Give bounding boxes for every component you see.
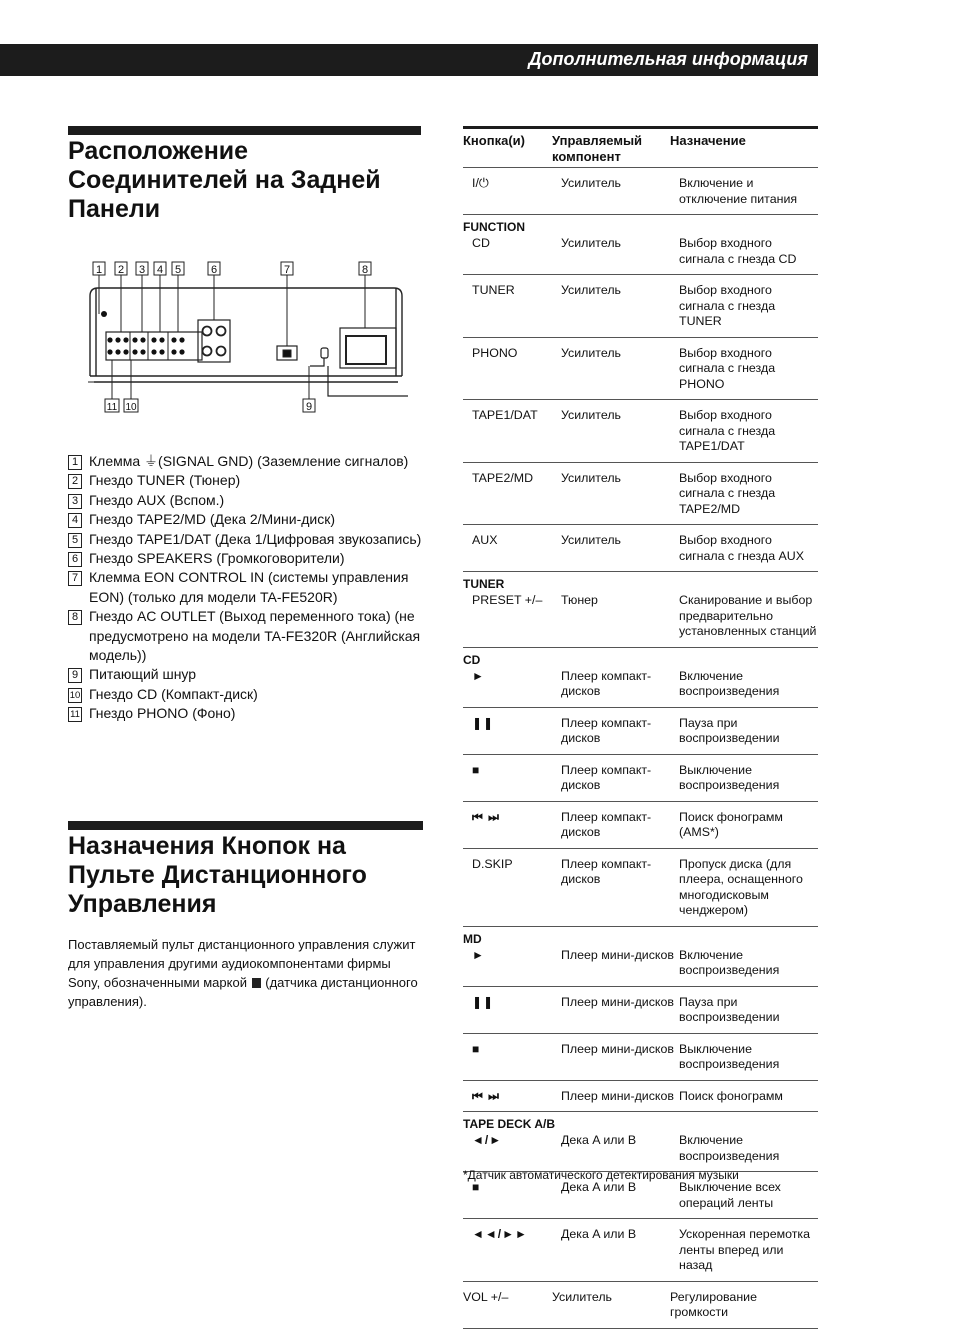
legend-number: 8 (68, 610, 82, 625)
pause-icon: ❚❚ (472, 715, 495, 730)
section1-title-line: Расположение (68, 137, 249, 165)
table-row (463, 667, 818, 708)
table-row (463, 1282, 818, 1329)
legend-item (68, 549, 428, 568)
rewind-fastforward-icon: ◄◄/►► (472, 1227, 528, 1241)
cell-component: Плеер компакт-дисков (561, 809, 652, 839)
callout-label: 9 (305, 401, 313, 413)
callout-label: 3 (138, 264, 146, 276)
cell-component: Плеер компакт-дисков (561, 856, 652, 886)
cell-purpose: Выбор входного сигнала с гнезда CD (679, 236, 797, 266)
cell-component: Плеер мини-дисков (561, 947, 674, 962)
section2-title-line: Пульте Дистанционного (68, 861, 367, 889)
legend-text: Гнездо CD (Компакт-диск) (89, 685, 258, 702)
legend-text: Клемма ⏚(SIGNAL GND) (Заземление сигналов) (89, 453, 409, 469)
legend-text: Гнездо TUNER (Тюнер) (89, 472, 241, 489)
legend-number: 5 (68, 533, 82, 548)
stop-icon: ■ (472, 1041, 481, 1056)
group-label: MD (463, 931, 482, 946)
table-row (463, 708, 818, 755)
legend-text: Гнездо AUX (Вспом.) (89, 491, 225, 508)
table-row (463, 338, 818, 401)
cell-purpose: Включение воспроизведения (679, 1133, 780, 1163)
table-row (463, 802, 818, 849)
legend-number: 6 (68, 552, 82, 567)
cell-component: Усилитель (561, 345, 622, 360)
cell-purpose: Пауза при воспроизведении (679, 994, 780, 1024)
cell-component: Дека A или B (561, 1133, 637, 1147)
table-row (463, 591, 818, 648)
rca-jacks (106, 332, 202, 360)
cell-button: CD (472, 236, 490, 250)
cell-purpose: Включение воспроизведения (679, 668, 780, 698)
legend-number: 9 (68, 668, 82, 683)
cell-button: PRESET +/– (472, 593, 543, 607)
section-header-bar (0, 44, 818, 76)
cell-button: TAPE2/MD (472, 470, 534, 485)
section2-intro (68, 935, 418, 1011)
cell-button: AUX (472, 533, 498, 547)
callout-label: 1 (95, 264, 103, 276)
callout-label: 10 (125, 402, 137, 413)
legend-text: Гнездо PHONO (Фоно) (89, 705, 236, 722)
legend-item (68, 704, 428, 723)
callout-label: 4 (156, 264, 164, 276)
table-row (463, 1034, 818, 1081)
cell-button: TAPE1/DAT (472, 408, 538, 422)
table-row (463, 400, 818, 463)
table-row (463, 275, 818, 338)
cell-purpose: Выключение воспроизведения (679, 762, 780, 792)
table-footnote: *Датчик автоматического детектирования музыки (463, 1168, 739, 1182)
cell-button: VOL +/– (463, 1289, 509, 1304)
speaker-terminals (198, 320, 230, 362)
callout-label: 8 (361, 264, 369, 276)
section2-title (68, 832, 428, 919)
cell-purpose: Пауза при воспроизведении (679, 715, 780, 745)
table-header (463, 129, 818, 168)
group-label: CD (463, 652, 481, 667)
legend-text: Гнездо TAPE1/DAT (Дека 1/Цифровая звукозапись) (89, 530, 422, 547)
header-component: Управляемый компонент (552, 133, 643, 164)
group-label: FUNCTION (463, 220, 525, 234)
cell-component: Усилитель (561, 470, 622, 485)
rear-panel-diagram (88, 258, 408, 418)
cell-component: Плеер мини-дисков (561, 1088, 674, 1103)
eon-control-terminal (277, 346, 297, 360)
legend-item (68, 665, 428, 684)
cell-purpose: Регулирование громкости (670, 1289, 757, 1319)
cell-component: Тюнер (561, 593, 598, 607)
table-row (463, 463, 818, 526)
cell-component: Усилитель (561, 176, 622, 190)
legend-item (68, 607, 428, 665)
legend-item (68, 510, 428, 529)
legend-number: 1 (68, 455, 82, 470)
intro-text: Поставляемый пульт дистанционного управления служит для управления другими аудиокомпонентами фирмы Sony, обозначенными маркой (68, 937, 416, 990)
cell-purpose: Ускоренная перемотка ленты вперед или назад (679, 1227, 810, 1272)
play-icon: ► (472, 947, 485, 962)
connector-legend (68, 452, 428, 724)
cell-component: Плеер компакт-дисков (561, 715, 652, 745)
cell-component: Усилитель (552, 1289, 613, 1304)
header-purpose: Назначение (670, 133, 746, 148)
table-row (463, 1081, 818, 1113)
cell-component: Плеер компакт-дисков (561, 762, 652, 792)
table-row (463, 849, 818, 927)
legend-number: 3 (68, 494, 82, 509)
group-label: TAPE DECK A/B (463, 1117, 556, 1131)
table-row (463, 755, 818, 802)
table-row (463, 525, 818, 572)
legend-number: 11 (68, 707, 82, 722)
skip-track-icon: ⏮ ⏭ (472, 809, 500, 824)
play-reverse-forward-icon: ◄/► (472, 1133, 503, 1147)
legend-item (68, 491, 428, 510)
intro-text: (датчика дистанционного управления). (68, 975, 418, 1009)
cell-component: Усилитель (561, 408, 622, 422)
cell-purpose: Поиск фонограмм (AMS*) (679, 809, 783, 839)
signal-gnd-terminal (101, 311, 107, 317)
section2-rule (68, 821, 423, 830)
legend-item (68, 685, 428, 704)
cell-component: Плеер мини-дисков (561, 1041, 674, 1056)
cell-button: TUNER (472, 283, 515, 297)
legend-item (68, 530, 428, 549)
legend-text: Гнездо AC OUTLET (Выход переменного тока) (не предусмотрено на модели TA-FE320R (Английская модель)) (89, 608, 421, 664)
remote-buttons-table (463, 126, 818, 1329)
cell-component: Плеер компакт-дисков (561, 668, 652, 698)
cell-purpose: Выбор входного сигнала с гнезда PHONO (679, 345, 776, 391)
cell-component: Усилитель (561, 283, 622, 297)
section1-title-line: Панели (68, 195, 161, 223)
callout-label: 5 (174, 264, 182, 276)
cell-purpose: Выбор входного сигнала с гнезда TAPE1/DAT (679, 408, 776, 453)
cell-purpose: Выключение воспроизведения (679, 1041, 780, 1071)
table-row (463, 168, 818, 215)
legend-item (68, 471, 428, 490)
legend-number: 10 (69, 689, 81, 701)
legend-number: 4 (68, 513, 82, 528)
table-row (463, 1219, 818, 1282)
legend-item (68, 568, 428, 607)
stop-icon: ■ (472, 762, 481, 777)
ac-outlet (340, 328, 396, 368)
legend-text: Гнездо TAPE2/MD (Дека 2/Мини-диск) (89, 511, 336, 528)
table-row (463, 987, 818, 1034)
cell-button: PHONO (472, 345, 518, 360)
section-header-title: Дополнительная информация (528, 49, 808, 69)
cell-purpose: Выбор входного сигнала с гнезда TAPE2/MD (679, 470, 776, 516)
skip-track-icon: ⏮ ⏭ (472, 1088, 500, 1103)
cell-button: D.SKIP (472, 856, 513, 871)
cell-purpose: Включение и отключение питания (679, 176, 798, 206)
power-cord (310, 348, 408, 396)
group-label: TUNER (463, 577, 505, 591)
table-row (463, 946, 818, 987)
cell-button: I/⏻ (472, 176, 489, 190)
cell-component: Дека A или B (561, 1227, 637, 1241)
section1-title-line: Соединителей на Задней (68, 166, 381, 194)
play-icon: ► (472, 668, 485, 683)
cell-purpose: Включение воспроизведения (679, 947, 780, 977)
callout-label: 7 (283, 264, 291, 276)
section1-title (68, 137, 423, 224)
header-button: Кнопка(и) (463, 133, 525, 148)
cell-purpose: Выбор входного сигнала с гнезда AUX (679, 533, 805, 563)
cell-purpose: Выбор входного сигнала с гнезда TUNER (679, 283, 776, 328)
cell-component: Плеер мини-дисков (561, 994, 674, 1009)
remote-sensor-mark-icon (252, 978, 261, 988)
cell-purpose: Выключение всех операций ленты (679, 1180, 781, 1210)
legend-text: Гнездо SPEAKERS (Громкоговорители) (89, 550, 345, 567)
callout-label: 11 (106, 402, 118, 413)
legend-item (68, 452, 428, 471)
legend-number: 2 (68, 474, 82, 489)
legend-text: Питающий шнур (89, 666, 197, 683)
cell-purpose: Пропуск диска (для плеера, оснащенного многодисковым ченджером) (679, 856, 803, 917)
callout-label: 6 (210, 264, 218, 276)
section1-rule (68, 126, 421, 135)
cell-purpose: Поиск фонограмм (679, 1088, 783, 1103)
stop-icon: ■ (472, 1180, 481, 1194)
table-row (463, 234, 818, 275)
cell-component: Дека A или B (561, 1180, 637, 1194)
pause-icon: ❚❚ (472, 994, 495, 1009)
section2-title-line: Управления (68, 890, 217, 918)
section2-title-line: Назначения Кнопок на (68, 832, 346, 860)
callout-label: 2 (117, 264, 125, 276)
cell-purpose: Сканирование и выбор предварительно установленных станций (679, 593, 817, 638)
table-row (463, 1131, 818, 1172)
cell-component: Усилитель (561, 236, 622, 250)
cell-component: Усилитель (561, 533, 622, 547)
legend-text: Клемма EON CONTROL IN (системы управления EON) (только для модели TA-FE520R) (89, 569, 409, 605)
legend-number: 7 (68, 571, 82, 586)
